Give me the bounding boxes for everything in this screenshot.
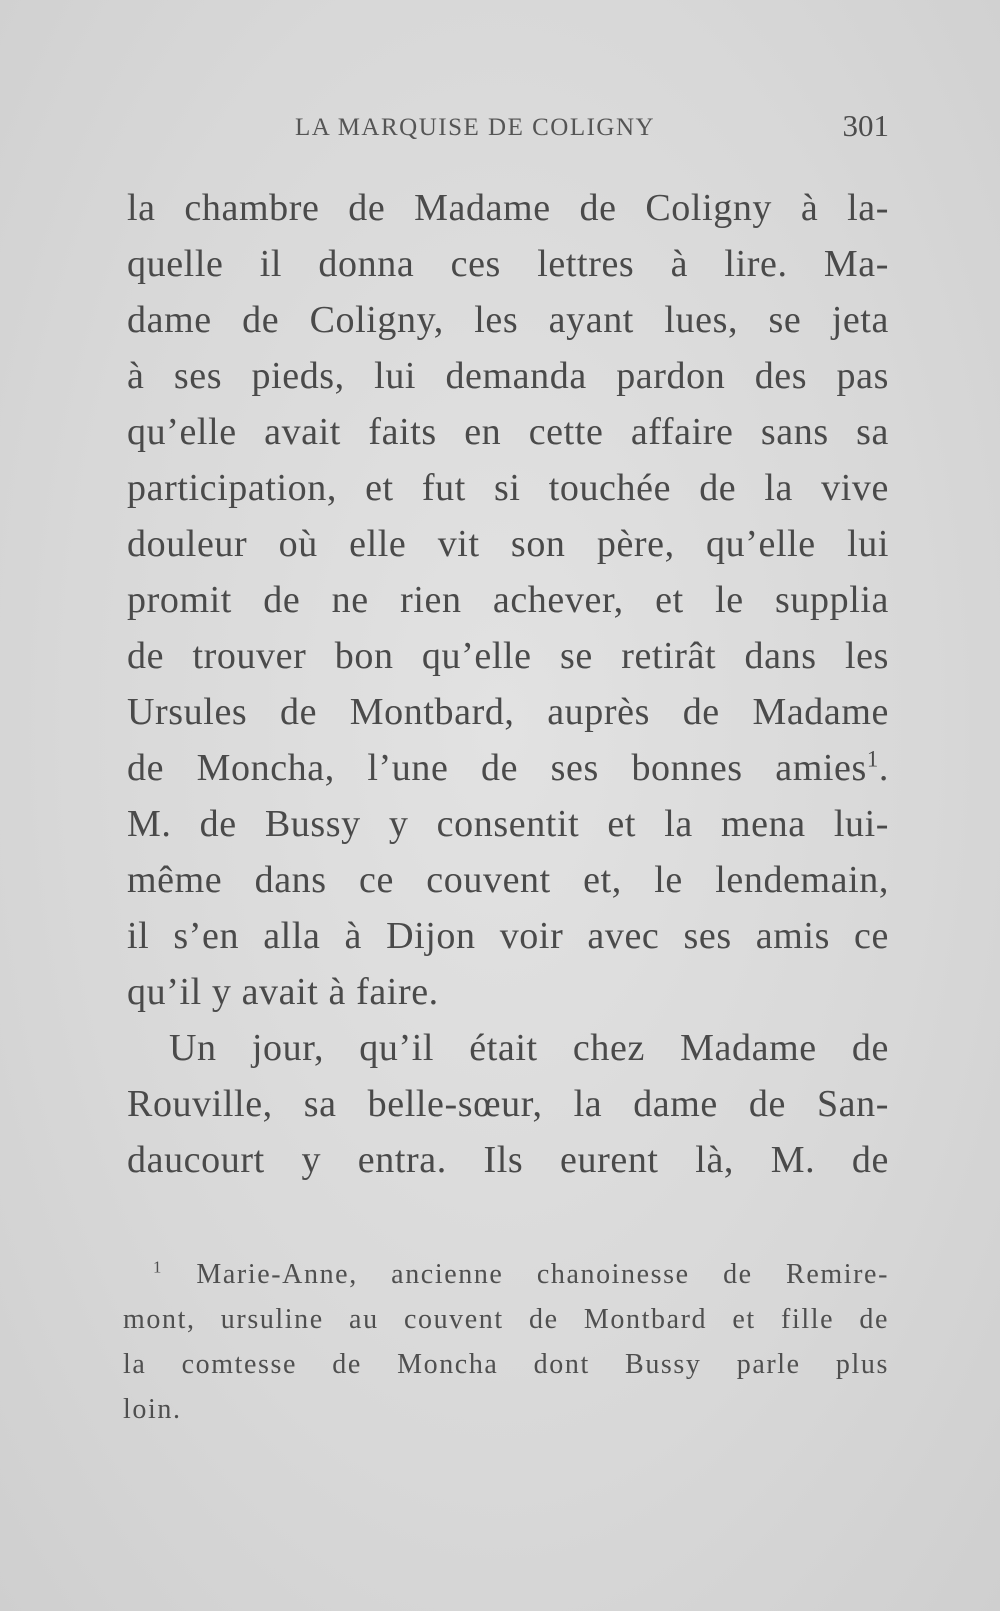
text-line: promit de ne rien achever, et le supplia	[127, 579, 889, 621]
text-line: de trouver bon qu’elle se retirât dans les	[127, 635, 889, 677]
body-text	[127, 180, 889, 1188]
text-line: quelle il donna ces lettres à lire. Ma-	[127, 243, 889, 285]
line-text: de Moncha, l’une de ses bonnes amies	[127, 747, 867, 789]
text-line: il s’en alla à Dijon voir avec ses amis ce	[127, 915, 889, 957]
text-line: daucourt y entra. Ils eurent là, M. de	[127, 1139, 889, 1181]
footnote-marker: 1	[153, 1257, 163, 1277]
text-line: à ses pieds, lui demanda pardon des pas	[127, 355, 889, 397]
footnote	[123, 1252, 889, 1432]
line-end-period: .	[878, 747, 889, 789]
page-number: 301	[842, 108, 889, 143]
text-line: même dans ce couvent et, le lendemain,	[127, 859, 889, 901]
running-title: LA MARQUISE DE COLIGNY	[295, 114, 656, 141]
footnote-reference: 1	[866, 746, 879, 772]
footnote-line: loin.	[123, 1394, 182, 1425]
text-line: qu’il y avait à faire.	[127, 971, 439, 1013]
text-line: Ursules de Montbard, auprès de Madame	[127, 691, 889, 733]
footnote-line	[123, 1252, 889, 1297]
footnote-text: Marie-Anne, ancienne chanoinesse de Remire-	[196, 1259, 889, 1290]
text-line: douleur où elle vit son père, qu’elle lui	[127, 523, 889, 565]
text-line: la chambre de Madame de Coligny à la-	[127, 187, 889, 229]
footnote-line: la comtesse de Moncha dont Bussy parle plus	[123, 1349, 889, 1380]
text-line: Rouville, sa belle-sœur, la dame de San-	[127, 1083, 889, 1125]
text-line: participation, et fut si touchée de la vive	[127, 467, 889, 509]
footnote-line: mont, ursuline au couvent de Montbard et fille de	[123, 1304, 889, 1335]
page-header	[127, 108, 889, 148]
text-line-with-footnote	[127, 740, 889, 796]
text-line: dame de Coligny, les ayant lues, se jeta	[127, 299, 889, 341]
text-line: qu’elle avait faits en cette affaire sans sa	[127, 411, 889, 453]
text-line-paragraph-start: Un jour, qu’il était chez Madame de	[169, 1027, 889, 1069]
text-line: M. de Bussy y consentit et la mena lui-	[127, 803, 889, 845]
